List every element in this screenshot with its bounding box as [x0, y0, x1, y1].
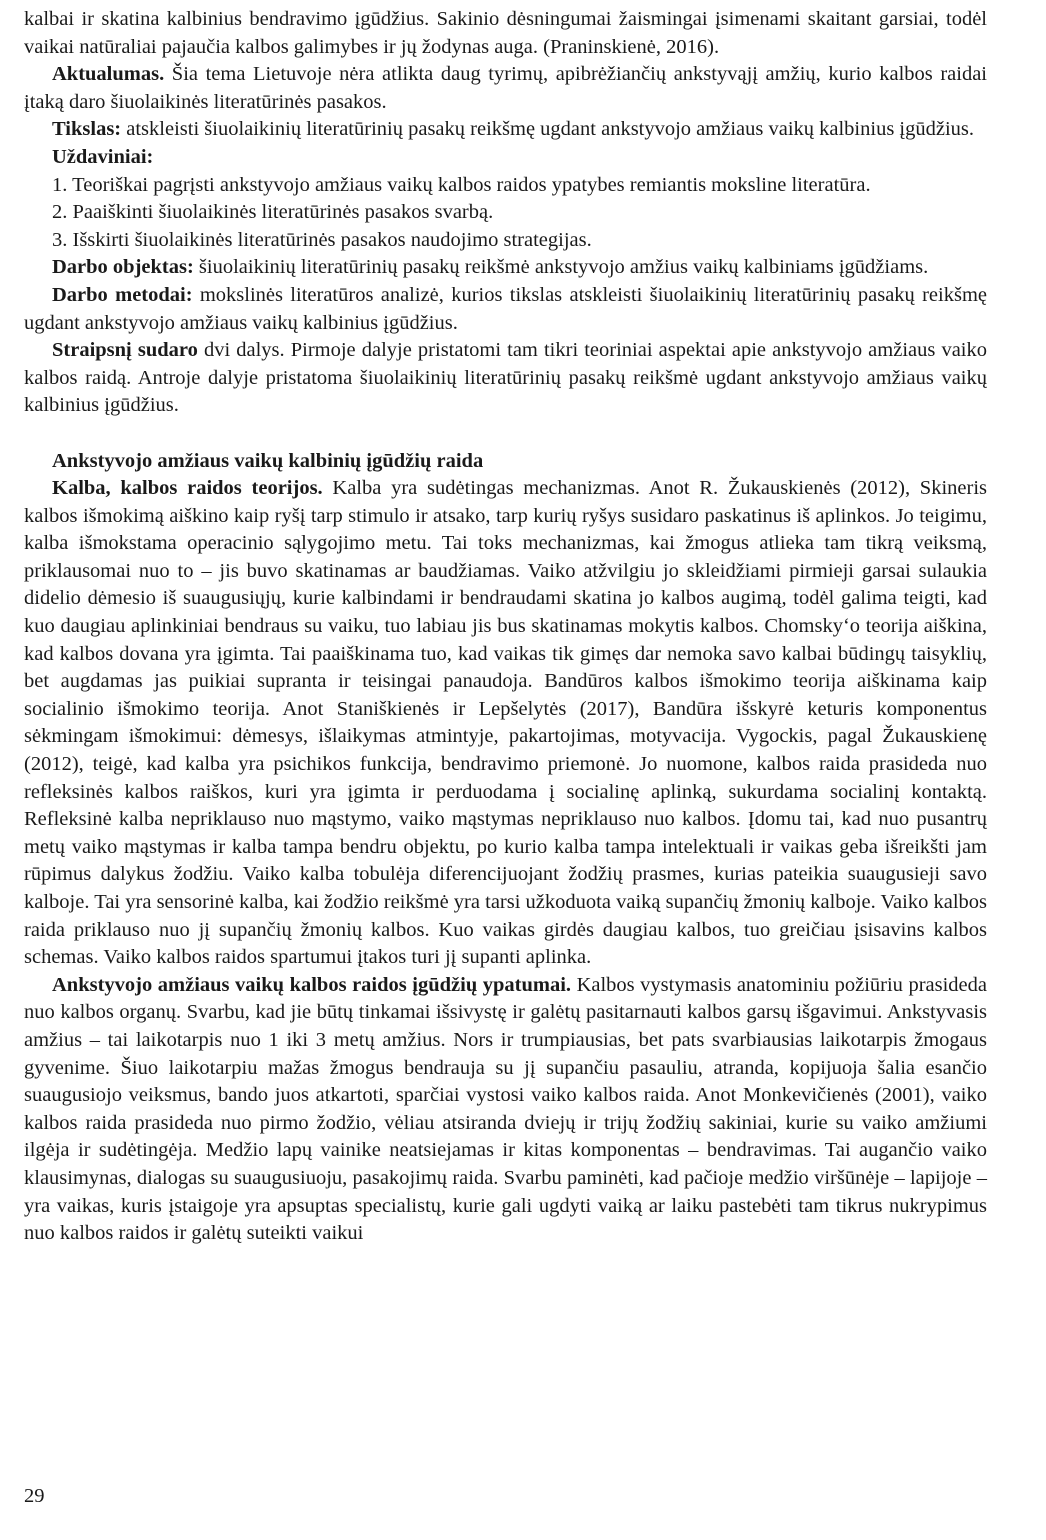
object-label: Darbo objektas:	[52, 256, 194, 279]
structure-paragraph	[24, 337, 987, 420]
relevance-paragraph	[24, 61, 987, 116]
goal-text: atskleisti šiuolaikinių literatūrinių pasakų reikšmę ugdant ankstyvojo amžiaus vaikų kalbinius įgūdžius.	[121, 118, 975, 141]
goal-label: Tikslas:	[52, 118, 122, 141]
page-number: 29	[24, 1485, 45, 1507]
object-paragraph	[24, 254, 987, 282]
structure-text: dvi dalys. Pirmoje dalyje pristatomi tam tikri teoriniai aspektai apie ankstyvojo amžiaus vaiko kalbos raidą. Antroje dalyje pristatoma šiuolaikinių literatūrinių pasakų reikšmė ugdant ankstyvojo amžiaus vaikų kalbinius įgūdžius.	[24, 339, 987, 417]
goal-paragraph	[24, 116, 987, 144]
structure-label: Straipsnį sudaro	[52, 339, 198, 362]
object-text: šiuolaikinių literatūrinių pasakų reikšmė ankstyvojo amžius vaikų kalbiniams įgūdžiams.	[193, 256, 929, 279]
intro-continuation-paragraph: kalbai ir skatina kalbinius bendravimo įgūdžius. Sakinio dėsningumai žaismingai įsimenami skaitant garsiai, todėl vaikai natūraliai pajaučia kalbos galimybes ir jų žodynas auga. (Praninskienė, 2016).	[24, 8, 987, 58]
document-page	[24, 6, 987, 1248]
theories-paragraph	[24, 475, 987, 972]
methods-paragraph	[24, 282, 987, 337]
features-paragraph	[24, 972, 987, 1248]
task-item-2: 2. Paaiškinti šiuolaikinės literatūrinės pasakos svarbą.	[52, 201, 494, 224]
methods-text: mokslinės literatūros analizė, kurios tikslas atskleisti šiuolaikinių literatūrinių pasakų reikšmę ugdant ankstyvojo amžiaus vaikų kalbinius įgūdžius.	[24, 283, 987, 334]
relevance-label: Aktualumas.	[52, 63, 165, 86]
methods-label: Darbo metodai:	[52, 283, 193, 306]
task-item-3: 3. Išskirti šiuolaikinės literatūrinės pasakos naudojimo strategijas.	[52, 228, 592, 251]
features-label: Ankstyvojo amžiaus vaikų kalbos raidos įgūdžių ypatumai.	[52, 973, 572, 996]
theories-text: Kalba yra sudėtingas mechanizmas. Anot R. Žukauskienės (2012), Skineris kalbos išmokimą aiškino kaip ryšį tarp stimulo ir atsako, tarp kurių ryšys susidaro paskatinus iš aplinkos. Jo teigimu, kalba išmokstama operacinio sąlygojimo metu. Tai toks mechanizmas, kai žmogus atlieka tam tikrą veiksmą, priklausomai nuo to – jis buvo skatinamas ar baudžiamas. Vaiko atžvilgiu jo skleidžiami pirmieji garsai sulaukia didelio dėmesio iš suaugusiųjų, kurie kalbindami ir bendraudami skatina jo kalbos augimą, todėl galima teigti, kad kuo daugiau aplinkiniai bendraus su vaiku, tuo labiau jis bus skatinamas mokytis kalbos. Chomsky‘o teorija aiškina, kad kalbos dovana yra įgimta. Tai paaiškinama tuo, kad vaikas tik gimęs dar nemoka savo kalbai būdingų taisyklių, bet augdamas jas puikiai supranta ir teisingai panaudoja. Bandūros kalbos išmokimo teorija aiškinama kaip socialinio išmokimo teorija. Anot Staniškienės ir Lepšelytės (2017), Bandūra išskyrė keturis komponentus sėkmingam išmokimui: dėmesys, išlaikymas atmintyje, pakartojimas, motyvacija. Vygockis, pagal Žukauskienę (2012), teigė, kad kalba yra psichikos funkcija, bendravimo priemonė. Jo nuomone, kalbos raida prasideda nuo refleksinės kalbos raiškos, kuri yra įgimta ir perduodama į socialinę aplinką, sukurdama socialinį kontaktą. Refleksinė kalba nepriklauso nuo mąstymo, vaiko mąstymas nepriklauso nuo kalbos. Įdomu tai, kad nuo pusantrų metų vaiko mąstymas ir kalba tampa bendru objektu, po kurio kalba tampa intelektuali ir vaikas geba išreikšti jam rūpimus dalykus žodžiu. Vaiko kalba tobulėja diferencijuojant žodžių prasmes, kurias pateikia suaugusieji savo kalboje. Tai yra sensorinė kalba, kai žodžio reikšmė yra tarsi užkoduota vaiką supančių žmonių kalboje. Vaiko kalbos raida priklauso nuo jį supančių žmonių kalbos. Kuo vaikas girdės daugiau kalbos, tuo greičiau įsisavins kalbos schemas. Vaiko kalbos raidos spartumui įtakos turi jį supanti aplinka.	[24, 477, 987, 969]
features-text: Kalbos vystymasis anatominiu požiūriu prasideda nuo kalbos organų. Svarbu, kad jie būtų tinkamai išsivystę ir galėtų pasitarnauti kalbos garsų išgavimui. Ankstyvasis amžius – tai laikotarpis nuo 1 iki 3 metų amžius. Nors ir trumpiausias, bet pats svarbiausias laikotarpis žmogaus gyvenime. Šiuo laikotarpiu mažas žmogus bendrauja su jį supančiu pasauliu, atranda, kopijuoja šalia esančio suaugusiojo veiksmus, bando juos atkartoti, sparčiai vystosi vaiko kalbos raida. Anot Monkevičienės (2001), vaiko kalbos raida prasideda nuo pirmo žodžio, vėliau atsiranda dviejų ir trijų žodžių sakiniai, kurie su vaiko amžiumi ilgėja ir sudėtingėja. Medžio lapų vainike neatsiejamas ir kitas komponentas – bendravimas. Tai augančio vaiko klausimynas, dialogas su suaugusiuoju, pasakojimų raida. Svarbu paminėti, kad pačioje medžio viršūnėje – lapijoje – yra vaikas, kuris įstaigoje yra apsuptas specialistų, kurie gali ugdyti vaiką ar laiku pastebėti tam tikrus nukrypimus nuo kalbos raidos ir galėtų suteikti vaikui	[24, 973, 987, 1245]
theories-label: Kalba, kalbos raidos teorijos.	[52, 477, 323, 500]
section-spacer	[24, 420, 987, 448]
task-item-1: 1. Teoriškai pagrįsti ankstyvojo amžiaus vaikų kalbos raidos ypatybes remiantis moksline literatūra.	[52, 173, 871, 196]
section-heading: Ankstyvojo amžiaus vaikų kalbinių įgūdžių raida	[52, 449, 484, 472]
tasks-heading: Uždaviniai:	[52, 145, 154, 168]
relevance-text: Šia tema Lietuvoje nėra atlikta daug tyrimų, apibrėžiančių ankstyvąjį amžių, kurio kalbos raidai įtaką daro šiuolaikinės literatūrinės pasakos.	[24, 63, 987, 113]
